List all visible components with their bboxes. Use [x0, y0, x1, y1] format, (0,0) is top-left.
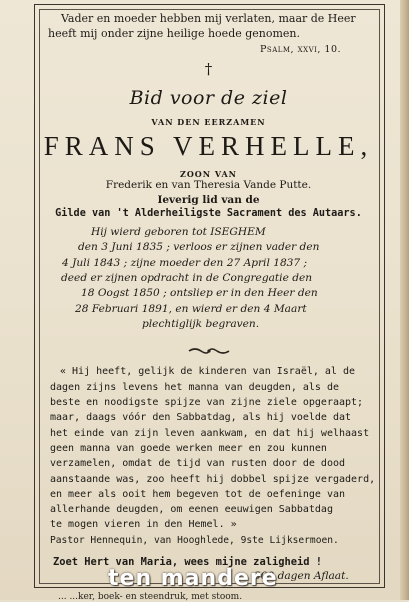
indulgence: 300 dagen Aflaat.	[254, 570, 349, 582]
epigraph-source: Psalm, xxvi, 10.	[260, 44, 342, 55]
biography-line: den 3 Juni 1835 ; verloos er zijnen vader den	[78, 241, 320, 253]
quote-line: beste en noodigste spijze van zijne ziele opgeraapt;	[50, 397, 364, 408]
epigraph-line-2: heeft mij onder zijne heilige hoede genomen.	[48, 27, 301, 40]
quote-line: maar, daags vóór den Sabbatdag, als hij voelde dat	[50, 412, 352, 423]
membership-line-1: Ieverig lid van de	[157, 194, 260, 206]
deceased-name: FRANS VERHELLE,	[43, 131, 374, 161]
printer-line: ... ...ker, boek- en steendruk, met stoom.	[58, 592, 243, 602]
card-title: Bid voor de ziel	[129, 87, 288, 109]
membership-line-2: Gilde van 't Alderheiligste Sacrament des Autaars.	[55, 208, 362, 219]
quote-line: geen manna van goede werken meer en zou kunnen	[50, 443, 327, 454]
closing-prayer: Zoet Hert van Maria, wees mijne zaligheid !	[53, 556, 322, 568]
watermark: ten mandere	[108, 566, 278, 591]
quote-line: het einde van zijn leven aankwam, en dat hij welhaast	[50, 428, 370, 439]
biography-line: deed er zijnen opdracht in de Congregatie den	[61, 272, 313, 284]
parents-label: ZOON VAN	[180, 169, 237, 179]
biography-line: 18 Oogst 1850 ; ontsliep er in den Heer den	[81, 287, 318, 299]
quote-line: en meer als ooit hem begeven tot de oefeninge van	[50, 489, 346, 500]
ornament-divider-icon	[40, 347, 377, 355]
biography-line: 28 Februari 1891, en wierd er den 4 Maart	[75, 303, 307, 315]
parents-names: Frederik en van Theresia Vande Putte.	[105, 179, 312, 191]
quote-line: aanstaande was, zoo heeft hij dobbel spijze vergaderd,	[50, 474, 376, 485]
quote-line: te mogen vieren in den Hemel. »	[50, 519, 237, 530]
quote-line: dagen zijns levens het manna van deugden, als de	[50, 382, 339, 393]
card-subtitle: VAN DEN EERZAMEN	[151, 117, 266, 127]
biography-line: plechtiglijk begraven.	[142, 318, 260, 330]
cross-icon: †	[204, 60, 213, 78]
quote-attribution: Pastor Hennequin, van Hooghlede, 9ste Lijksermoen.	[50, 535, 339, 546]
epigraph-line-1: Vader en moeder hebben mij verlaten, maar de Heer	[61, 12, 356, 25]
biography-line: Hij wierd geboren tot ISEGHEM	[91, 226, 266, 238]
quote-line: « Hij heeft, gelijk de kinderen van Israël, al de	[60, 366, 356, 377]
quote-line: verzamelen, omdat de tijd van rusten door de dood	[50, 458, 346, 469]
card-edge	[400, 0, 409, 600]
biography-line: 4 Juli 1843 ; zijne moeder den 27 April 1837 ;	[62, 257, 308, 269]
quote-line: allerhande deugden, om eenen eeuwigen Sabbatdag	[50, 504, 333, 515]
